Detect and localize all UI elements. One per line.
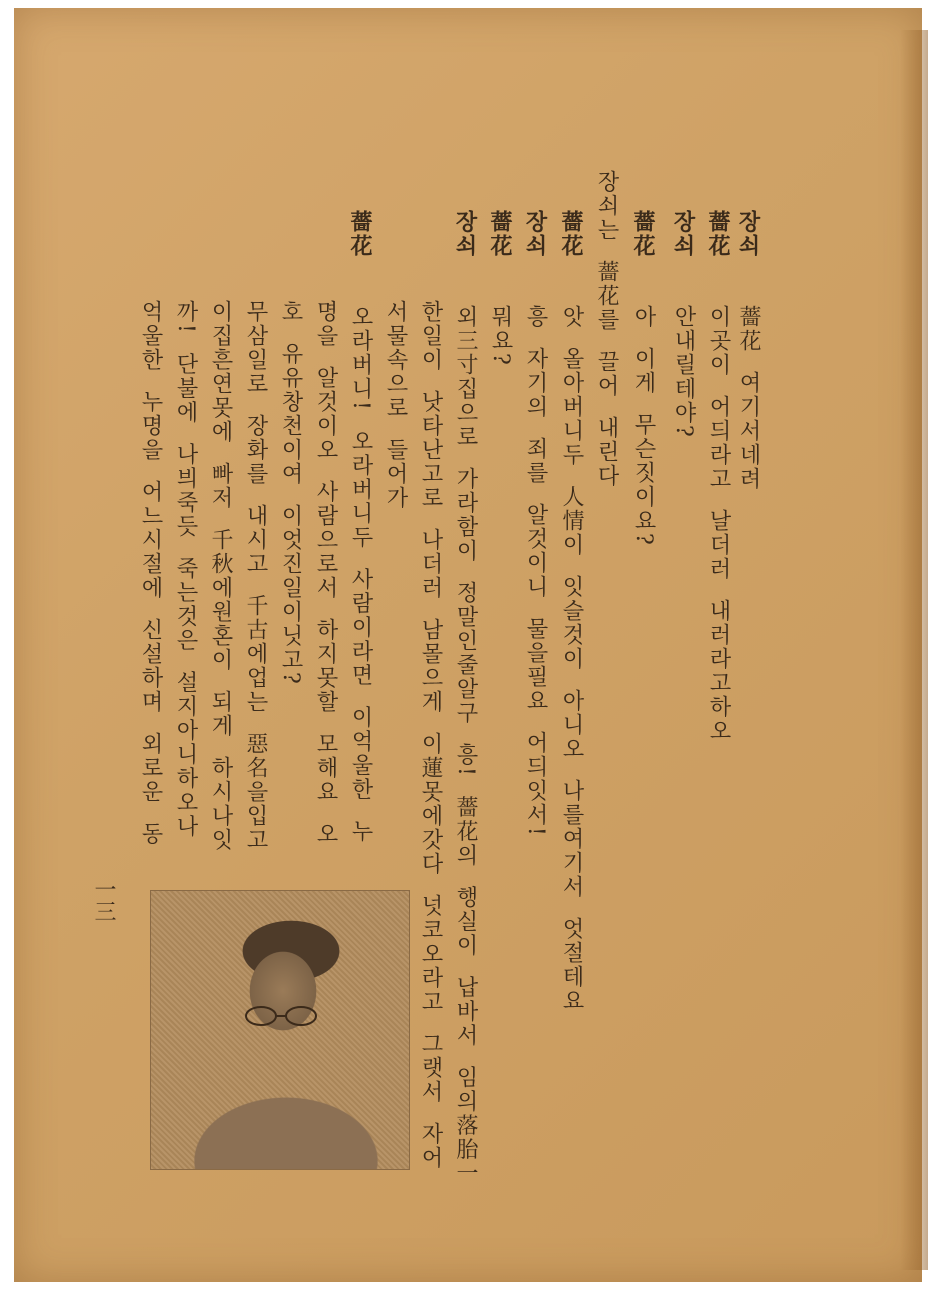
speaker-name: 薔花 — [558, 210, 584, 258]
dialogue-text: 까! 단불에 나븨죽듯 죽는것은 설지아니하오나 — [173, 300, 198, 839]
script-line — [237, 300, 273, 852]
script-line — [272, 300, 308, 686]
speaker-name: 薔花 — [487, 210, 513, 258]
dialogue-text: 안내릴테야? — [671, 305, 696, 439]
portrait-photo — [150, 890, 410, 1170]
script-line — [625, 210, 661, 547]
dialogue-text: 흥 자기의 죄를 알것이니 물을필요 어듸잇서! — [523, 305, 548, 838]
script-line — [342, 210, 378, 844]
script-line — [307, 300, 343, 846]
script-line — [412, 300, 448, 1170]
speaker-name: 薔花 — [347, 210, 373, 258]
dialogue-text: 이집흔연못에 빠저 千秋에원혼이 되게 하시나잇 — [208, 300, 233, 852]
script-line — [700, 210, 736, 743]
dialogue-text: 명을 알것이오 사람으로서 하지못할 모해요 오 — [313, 300, 338, 846]
dialogue-text: 외三寸집으로 가라함이 정말인줄알구 흥! 薔花의 행실이 납바서 임의落胎一 — [453, 305, 478, 1186]
dialogue-text: 아 이게 무슨짓이요? — [631, 305, 656, 547]
speaker-name: 薔花 — [705, 210, 731, 258]
dialogue-text: 한일이 낫타난고로 나더러 남몰으게 이蓮못에갓다 넛코오라고 그랫서 자어 — [418, 300, 443, 1170]
speaker-name: 薔花 — [630, 210, 656, 258]
speaker-name: 장쇠 — [670, 210, 696, 258]
script-line — [517, 210, 553, 838]
script-line — [482, 210, 518, 367]
script-line — [665, 210, 701, 439]
glasses-icon — [243, 1005, 319, 1027]
dialogue-text: 뭐요? — [488, 305, 513, 367]
dialogue-text: 호 유유창천이여 이엇진일이닛고? — [278, 300, 303, 686]
script-line — [588, 170, 624, 488]
speaker-name: 장쇠 — [452, 210, 478, 258]
dialogue-text: 오라버니! 오라버니두 사람이라면 이억울한 누 — [348, 305, 373, 844]
script-line — [202, 300, 238, 852]
speaker-name: 장쇠 — [522, 210, 548, 258]
script-line — [553, 210, 589, 1013]
script-line — [377, 300, 413, 510]
dialogue-text: 서물속으로 들어가 — [383, 300, 408, 510]
dialogue-text: 薔花 여기서네려 — [736, 305, 761, 491]
page-edge — [900, 30, 928, 1270]
script-line — [167, 300, 203, 839]
dialogue-text: 이곳이 어듸라고 날더러 내러라고하오 — [706, 305, 731, 743]
script-line — [447, 210, 483, 1186]
dialogue-text: 앗 올아버니두 人情이 잇슬것이 아니오 나를여기서 엇절테요 — [559, 305, 584, 1013]
dialogue-text: 무삼일로 장화를 내시고 千古에업는 惡名을입고 — [243, 300, 268, 852]
page-number: 一三 — [91, 878, 116, 922]
dialogue-text: 억울한 누명을 어느시절에 신설하며 외로운 동 — [138, 300, 163, 846]
script-line — [132, 300, 168, 846]
dialogue-text: 장쇠는 薔花를 끌어 내린다 — [594, 170, 619, 488]
speaker-name: 장쇠 — [735, 210, 761, 258]
